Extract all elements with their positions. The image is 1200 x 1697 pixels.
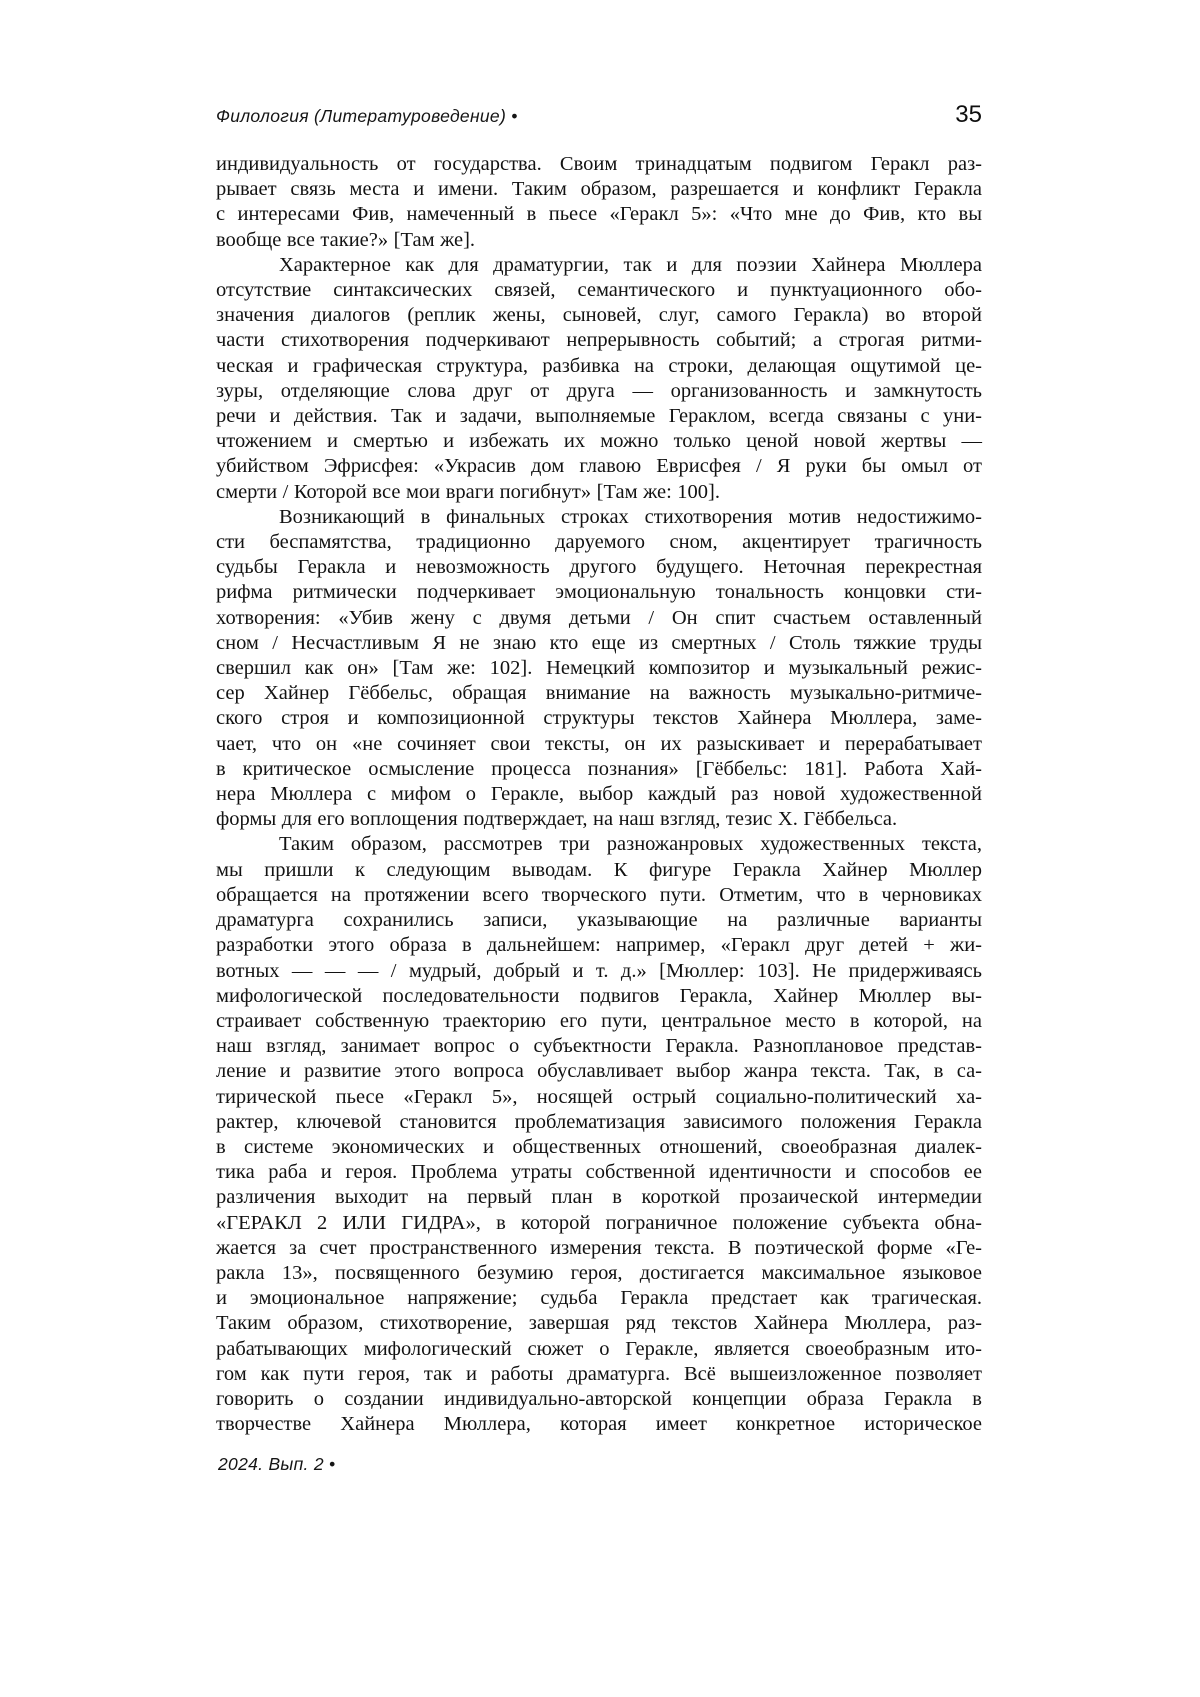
issue-label: 2024. Вып. 2 • [218,1454,336,1474]
text-line: убийством Эфрисфея: «Украсив дом главою Еврисфея / Я руки бы омыл от [216,455,982,478]
text-line: свершил как он» [Там же: 102]. Немецкий композитор и музыкальный режис- [216,657,982,680]
text-line: рабатывающих мифологический сюжет о Геракле, является своеобразным ито- [216,1337,982,1360]
text-line: в критическое осмысление процесса познания» [Гёббельс: 181]. Работа Хай- [216,757,982,780]
paragraph [216,253,982,505]
text-line: нера Мюллера с мифом о Геракле, выбор каждый раз новой художественной [216,783,982,806]
text-line: рактер, ключевой становится проблематизация зависимого положения Геракла [216,1110,982,1133]
text-line: драматурга сохранились записи, указывающие на различные варианты [216,909,982,932]
text-line: части стихотворения подчеркивают непрерывность событий; а строгая ритми- [216,329,982,352]
text-line: «ГЕРАКЛ 2 ИЛИ ГИДРА», в которой пограничное положение субъекта обна- [216,1211,982,1234]
text-line: Характерное как для драматургии, так и для поэзии Хайнера Мюллера [279,253,982,276]
text-line: говорить о создании индивидуально-авторской концепции образа Геракла в [216,1387,982,1410]
text-line: в системе экономических и общественных отношений, своеобразная диалек- [216,1135,982,1158]
text-line: тирической пьесе «Геракл 5», носящей острый социально-политический ха- [216,1085,982,1108]
text-line: вотных — — — / мудрый, добрый и т. д.» [Мюллер: 103]. Не придерживаясь [216,959,982,982]
text-line: значения диалогов (реплик жены, сыновей, слуг, самого Геракла) во второй [216,304,982,327]
page-header [216,101,982,129]
text-line: мы пришли к следующим выводам. К фигуре Геракла Хайнер Мюллер [216,858,982,881]
text-line: рывает связь места и имени. Таким образом, разрешается и конфликт Геракла [216,178,982,201]
text-line: наш взгляд, занимает вопрос о субъектности Геракла. Разноплановое представ- [216,1035,982,1058]
text-line: Возникающий в финальных строках стихотворения мотив недостижимо- [279,505,982,528]
text-line: отсутствие синтаксических связей, семантического и пунктуационного обо- [216,279,982,302]
text-line: и эмоциональное напряжение; судьба Геракла предстает как трагическая. [216,1287,982,1310]
text-line: ракла 13», посвященного безумию героя, достигается максимальное языковое [216,1261,982,1284]
text-line: страивает собственную траекторию его пути, центральное место в которой, на [216,1009,982,1032]
running-title: Филология (Литературоведение) • [216,106,518,126]
paragraph [216,152,982,253]
page-number: 35 [955,101,982,128]
text-line: различения выходит на первый план в короткой прозаической интермедии [216,1186,982,1209]
text-line: зуры, отделяющие слова друг от друга — организованность и замкнутость [216,379,982,402]
paragraph [216,832,982,1437]
text-line: формы для его воплощения подтверждает, на наш взгляд, тезис Х. Гёббельса. [216,808,898,831]
text-line: сер Хайнер Гёббельс, обращая внимание на важность музыкально-ритмиче- [216,682,982,705]
text-line: судьбы Геракла и невозможность другого будущего. Неточная перекрестная [216,556,982,579]
text-line: сти беспамятства, традиционно даруемого сном, акцентирует трагичность [216,531,982,554]
paragraph [216,505,982,833]
text-line: вообще все такие?» [Там же]. [216,228,476,251]
text-line: жается за счет пространственного измерения текста. В поэтической форме «Ге- [216,1236,982,1259]
text-line: творчестве Хайнера Мюллера, которая имеет конкретное историческое [216,1413,982,1436]
text-line: чает, что он «не сочиняет свои тексты, он их разыскивает и перерабатывает [216,732,982,755]
text-line: Таким образом, рассмотрев три разножанровых художественных текста, [279,833,982,856]
text-line: сном / Несчастливым Я не знаю кто еще из смертных / Столь тяжкие труды [216,631,982,654]
text-line: ческая и графическая структура, разбивка на строки, делающая ощутимой це- [216,354,982,377]
text-line: с интересами Фив, намеченный в пьесе «Геракл 5»: «Что мне до Фив, кто вы [216,203,982,226]
text-line: разработки этого образа в дальнейшем: например, «Геракл друг детей + жи- [216,934,982,957]
text-line: гом как пути героя, так и работы драматурга. Всё вышеизложенное позволяет [216,1362,982,1385]
text-line: рифма ритмически подчеркивает эмоциональную тональность концовки сти- [216,581,982,604]
article-body [216,152,982,1437]
text-line: обращается на протяжении всего творческого пути. Отметим, что в черновиках [216,883,982,906]
text-line: индивидуальность от государства. Своим тринадцатым подвигом Геракл раз- [216,153,982,175]
text-line: речи и действия. Так и задачи, выполняемые Гераклом, всегда связаны с уни- [216,405,982,428]
page-footer [218,1454,335,1475]
text-line: смерти / Которой все мои враги погибнут» [Там же: 100]. [216,480,720,503]
text-line: чтожением и смертью и избежать их можно только ценой новой жертвы — [216,430,982,453]
text-line: хотворения: «Убив жену с двумя детьми / Он спит счастьем оставленный [216,606,982,629]
text-line: ление и развитие этого вопроса обуславливает выбор жанра текста. Так, в са- [216,1060,982,1083]
text-line: мифологической последовательности подвигов Геракла, Хайнер Мюллер вы- [216,984,982,1007]
text-line: тика раба и героя. Проблема утраты собственной идентичности и способов ее [216,1161,982,1184]
text-line: ского строя и композиционной структуры текстов Хайнера Мюллера, заме- [216,707,982,730]
text-line: Таким образом, стихотворение, завершая ряд текстов Хайнера Мюллера, раз- [216,1312,982,1335]
